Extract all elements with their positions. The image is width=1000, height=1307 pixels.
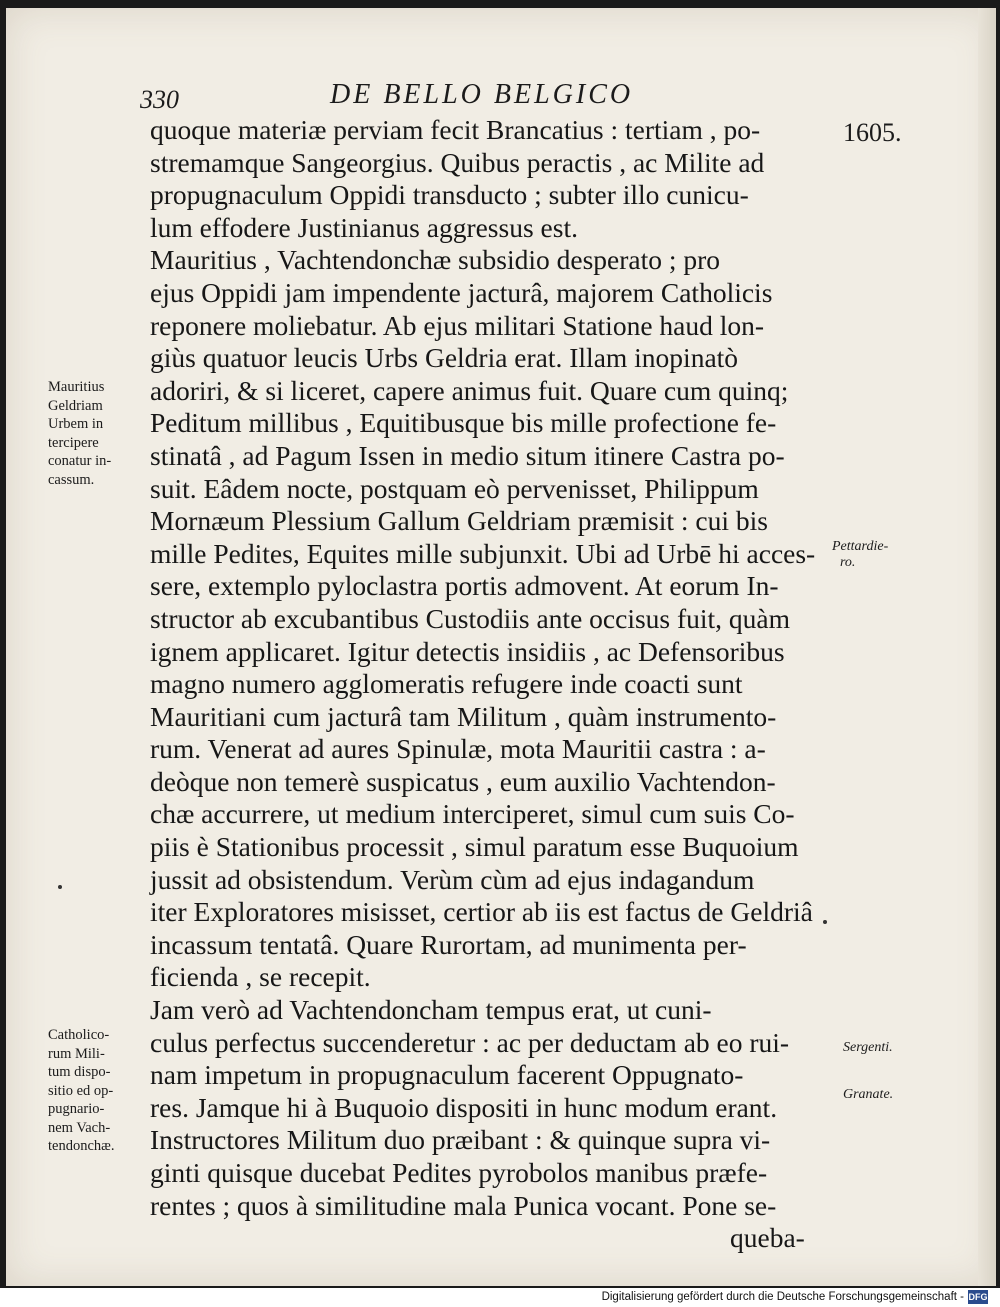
margin-note-line: Mauritius [48,379,105,395]
text-line: Mauritius , Vachtendonchæ subsidio desperato ; pro [150,244,721,276]
margin-note-line: tendonchæ. [48,1138,115,1154]
text-line: Mornæum Plessium Gallum Geldriam præmisit : cui bis [150,505,768,537]
text-line: ignem applicaret. Igitur detectis insidiis , ac Defensoribus [150,635,785,667]
text-line: reponere moliebatur. Ab ejus militari Statione haud lon- [150,309,765,341]
text-line: ejus Oppidi jam impendente jacturâ, majorem Catholicis [150,276,773,308]
text-line: adoriri, & si liceret, capere animus fuit. Quare cum quinq; [150,374,789,406]
text-line: mille Pedites, Equites mille subjunxit. Ubi ad Urbē hi acces- [150,537,816,569]
margin-note-line: sitio ed op- [48,1082,114,1099]
text-line: rentes ; quos à similitudine mala Punica vocant. Pone se- [150,1189,777,1221]
margin-note-line: Geldriam [48,397,103,414]
margin-note-line: pugnario- [48,1101,105,1117]
margin-note-pettardiero [832,539,888,571]
margin-note-line: Catholico- [48,1027,110,1043]
margin-note-granate: Granate. [843,1087,894,1102]
text-line: sere, extemplo pyloclastra portis admovent. At eorum In- [150,570,779,602]
text-line: propugnaculum Oppidi transducto ; subter illo cunicu- [150,179,749,211]
text-line: culus perfectus succenderetur : ac per deductam ab eo rui- [150,1026,790,1058]
text-line: chæ accurrere, ut medium interciperet, simul cum suis Co- [150,798,795,830]
margin-note-mauritius [48,378,146,489]
text-line: lum effodere Justinianus aggressus est. [150,211,578,243]
ink-speck [823,920,827,924]
footer-credit: Digitalisierung gefördert durch die Deutsche Forschungsgemeinschaft - [601,1291,964,1303]
text-line: iter Exploratores misisset, certior ab iis est factus de Geldriâ [150,896,813,928]
text-line: suit. Eâdem nocte, postquam eò pervenisset, Philippum [150,472,759,504]
page-header [0,75,1000,115]
text-line: ficienda , se recepit. [150,961,371,993]
text-line: Peditum millibus , Equitibusque bis mille profectione fe- [150,407,777,439]
page-edge [978,8,996,1286]
running-head: DE BELLO BELGICO [330,79,634,110]
text-line: structor ab excubantibus Custodiis ante occisus fuit, quàm [150,602,791,634]
text-line: piis è Stationibus processit , simul paratum esse Buquoium [150,831,799,863]
dfg-logo: DFG [968,1292,988,1302]
text-line: Jam verò ad Vachtendoncham tempus erat, ut cuni- [150,994,712,1026]
margin-note-line: tercipere [48,434,99,451]
text-line: res. Jamque hi à Buquoio dispositi in hunc modum erant. [150,1091,778,1123]
margin-note-line: cassum. [48,471,95,488]
margin-note-sergenti: Sergenti. [843,1040,893,1055]
text-line: Mauritiani cum jacturâ tam Militum , quàm instrumento- [150,700,777,732]
page-number: 330 [140,85,179,114]
catchword: queba- [730,1222,805,1254]
text-line: jussit ad obsistendum. Verùm cùm ad ejus indagandum [150,863,755,895]
text-line: Instructores Militum duo præibant : & quinque supra vi- [150,1124,771,1156]
text-line: nam impetum in propugnaculum facerent Oppugnato- [150,1059,744,1091]
text-line: magno numero agglomeratis refugere inde coacti sunt [150,668,743,700]
text-line: stremamque Sangeorgius. Quibus peractis , ac Milite ad [150,146,765,178]
text-line: rum. Venerat ad aures Spinulæ, mota Mauritii castra : a- [150,733,766,765]
margin-note-line: Urbem in [48,416,104,432]
text-line: incassum tentatâ. Quare Rurortam, ad munimenta per- [150,928,747,960]
margin-note-catholicorum [48,1026,146,1156]
margin-note-line: conatur in- [48,453,112,469]
ink-speck [58,885,62,889]
text-line: stinatâ , ad Pagum Issen in medio situm itinere Castra po- [150,439,785,471]
text-line: ginti quisque ducebat Pedites pyrobolos manibus præfe- [150,1157,768,1188]
year-marginal: 1605. [843,118,902,147]
main-text-block [150,114,840,1255]
margin-note-line: nem Vach- [48,1119,111,1136]
text-line: giùs quatuor leucis Urbs Geldria erat. Illam inopinatò [150,342,739,374]
margin-note-line: Pettardie- [832,539,889,554]
margin-note-line: ro. [840,555,856,570]
text-line: quoque materiæ perviam fecit Brancatius : tertiam , po- [150,114,761,145]
margin-note-line: rum Mili- [48,1045,105,1062]
margin-note-line: tum dispo- [48,1064,111,1080]
text-line: deòque non temerè suspicatus , eum auxilio Vachtendon- [150,765,776,797]
